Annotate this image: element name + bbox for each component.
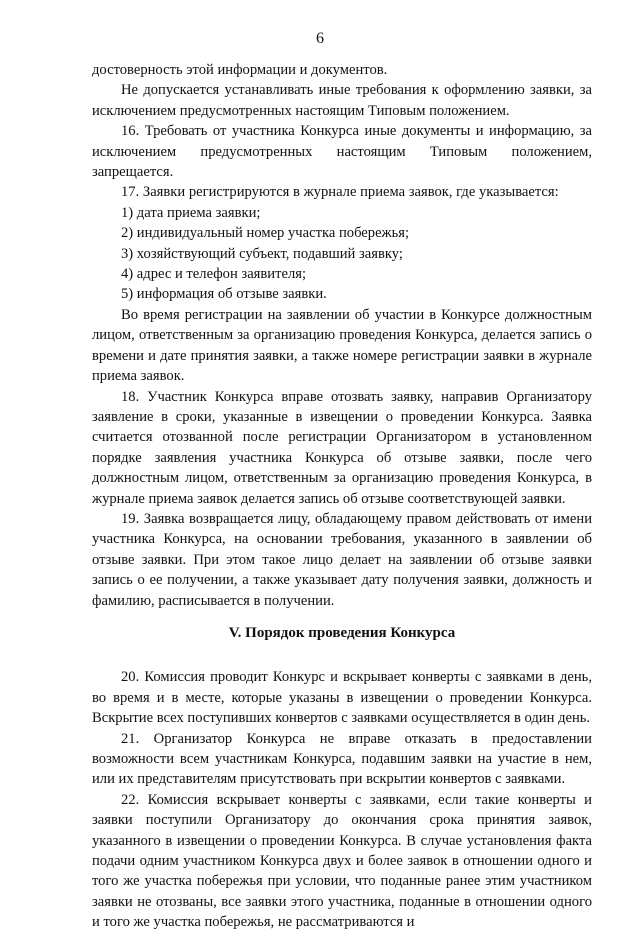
paragraph-item-20: 20. Комиссия проводит Конкурс и вскрывает конверты с заявками в день, во время и в месте, которые указаны в извещении о проведении Конкурса. Вскрытие всех поступивших конвертов с заявками осуществляется в один день.	[92, 669, 592, 727]
paragraph-item-19: 19. Заявка возвращается лицу, обладающему правом действовать от имени участника Конкурса, на основании требования, указанного в заявлении об отзыве заявки. При этом такое лицо делает на заявлении об отзыве заявки запись о ее получении, а также указывает дату получения заявки, должность и фамилию, расписывается в получении.	[92, 510, 592, 609]
paragraph-item-21: 21. Организатор Конкурса не вправе отказать в предоставлении возможности всем участникам Конкурса, подавшим заявки на участие в нем, или их представителям присутствовать при вскрытии конвертов с заявками.	[92, 730, 592, 788]
list-item: 1) дата приема заявки;	[121, 204, 261, 221]
list-item: 5) информация об отзыве заявки.	[121, 286, 327, 303]
section-heading: V. Порядок проведения Конкурса	[228, 624, 456, 641]
paragraph-continuation: достоверность этой информации и документов.	[92, 62, 388, 78]
paragraph-item-16: 16. Требовать от участника Конкурса иные документы и информацию, за исключением предусмотренных настоящим Типовым положением, запрещается.	[92, 123, 592, 181]
paragraph: Не допускается устанавливать иные требования к оформлению заявки, за исключением предусмотренных настоящим Типовым положением.	[92, 82, 592, 119]
list-item: 4) адрес и телефон заявителя;	[121, 266, 306, 283]
document-body	[92, 60, 592, 933]
paragraph: Во время регистрации на заявлении об участии в Конкурсе должностным лицом, ответственным за организацию проведения Конкурса, делается запись о времени и дате принятия заявки, а также номере регистрации заявки в журнале приема заявок.	[92, 306, 592, 385]
paragraph-item-17: 17. Заявки регистрируются в журнале приема заявок, где указывается:	[121, 184, 559, 201]
list-item: 2) индивидуальный номер участка побережья;	[121, 225, 410, 242]
list-item: 3) хозяйствующий субъект, подавший заявку;	[121, 245, 403, 262]
paragraph-item-18: 18. Участник Конкурса вправе отозвать заявку, направив Организатору заявление в сроки, указанные в извещении о проведении Конкурса. Заявка считается отозванной после регистрации Организатором в установленном порядке заявления участника Конкурса об отзыве заявки, после чего должностным лицом, ответственным за организацию проведения Конкурса, в журнале приема заявок делается запись об отзыве соответствующей заявки.	[92, 388, 592, 507]
paragraph-item-22: 22. Комиссия вскрывает конверты с заявками, если такие конверты и заявки поступили Организатору до окончания срока принятия заявок, указанного в извещении о проведении Конкурса. В случае установления факта подачи одним участником Конкурса двух и более заявок в отношении одного и того же участка побережья при условии, что поданные ранее этим участником заявки не отозваны, все заявки этого участника, поданные в отношении одного и того же участка побережья, не рассматриваются и	[92, 791, 592, 931]
page-number: 6	[316, 30, 324, 47]
